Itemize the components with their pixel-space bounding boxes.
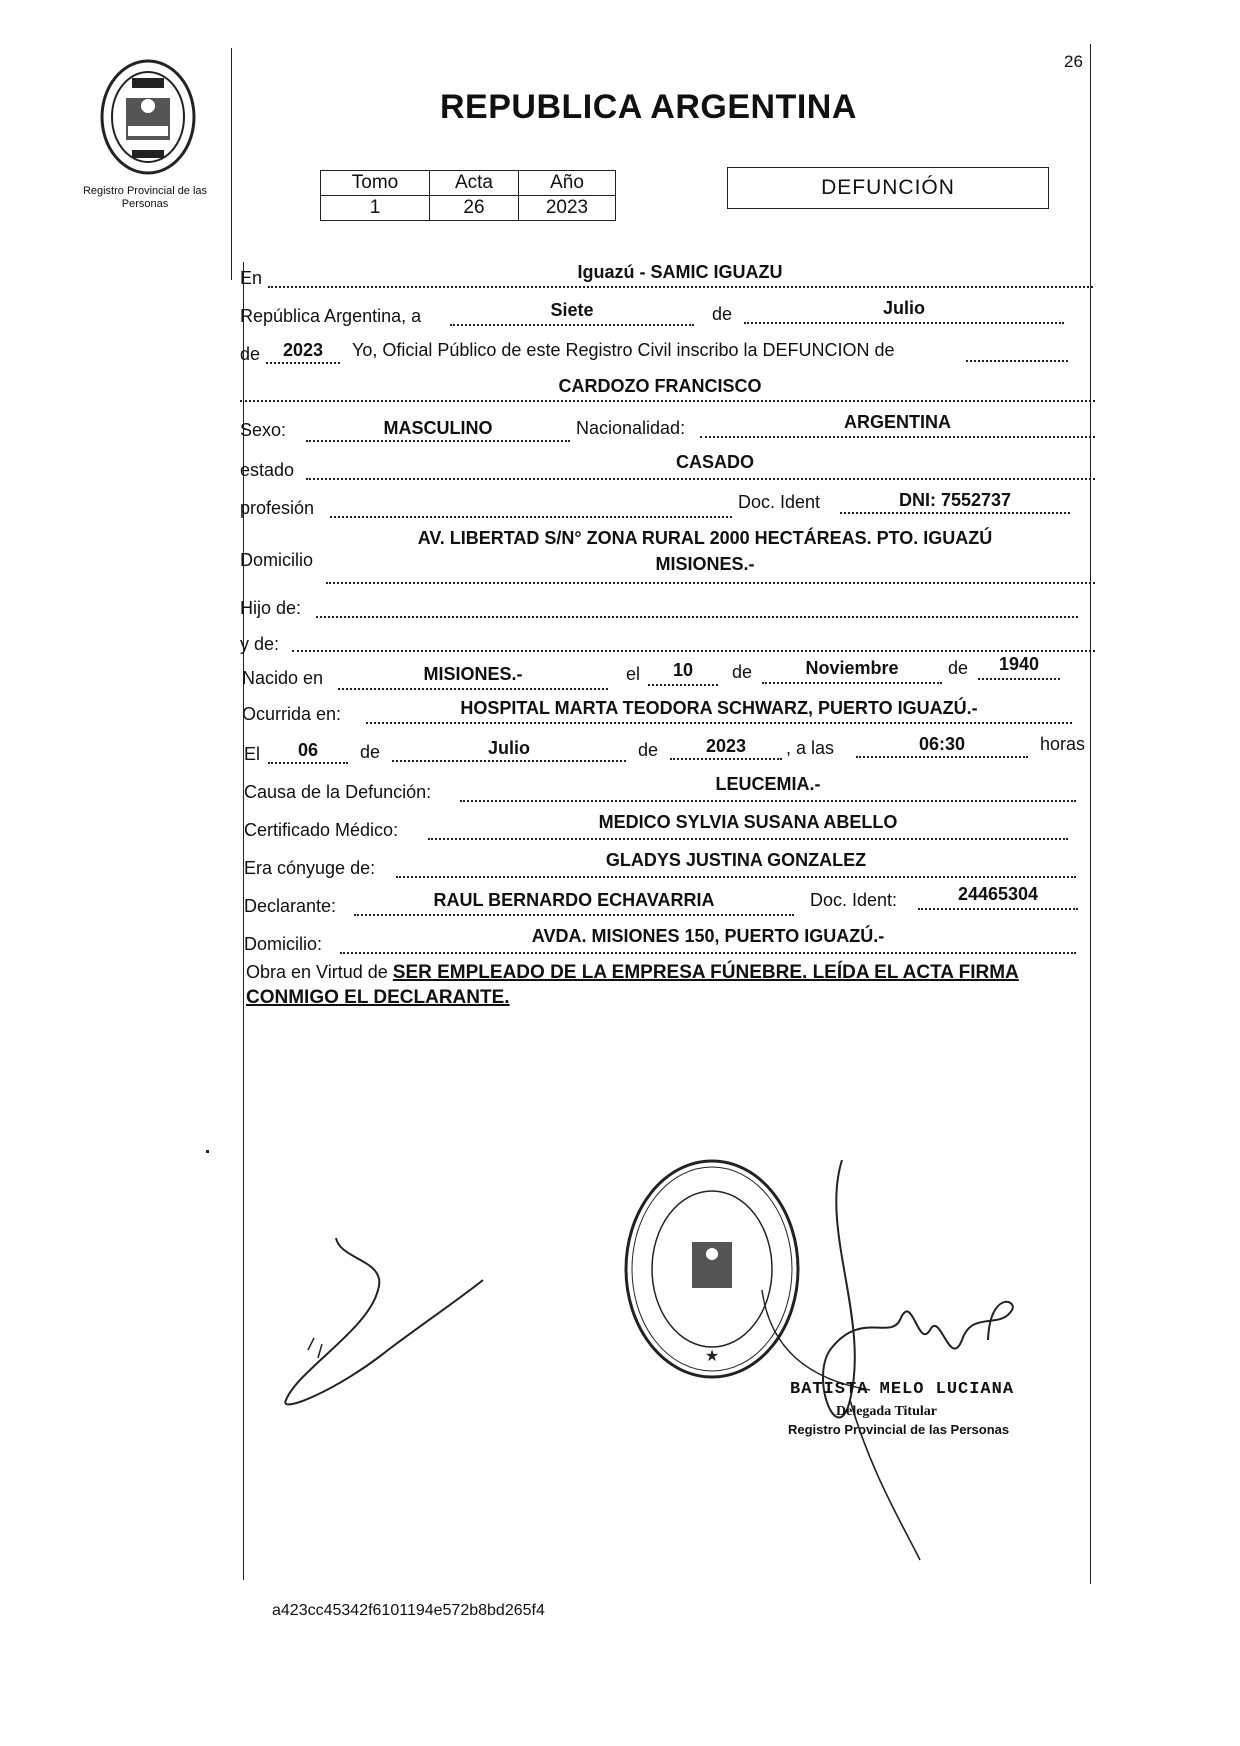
table-cell: 1 <box>321 196 430 221</box>
stray-mark <box>206 1150 209 1153</box>
field-line <box>330 516 732 518</box>
label-de: de <box>638 740 659 760</box>
field-nacionalidad: ARGENTINA <box>844 412 951 432</box>
field-mes: Julio <box>882 298 925 318</box>
page-number: 26 <box>1064 52 1083 71</box>
label-en: En <box>240 268 263 288</box>
label-sexo: Sexo: <box>240 420 287 440</box>
label-de: de <box>240 344 261 364</box>
field-obra-2: CONMIGO EL DECLARANTE. <box>246 987 510 1008</box>
field-line <box>840 512 1070 514</box>
field-line <box>648 684 718 686</box>
field-line <box>978 678 1060 680</box>
field-line <box>460 800 1076 802</box>
field-line <box>856 756 1028 758</box>
reference-table <box>320 170 616 221</box>
label-nacionalidad: Nacionalidad: <box>576 418 686 438</box>
field-declarante: RAUL BERNARDO ECHAVARRIA <box>433 890 715 910</box>
field-estado: CASADO <box>675 452 754 472</box>
field-line <box>700 436 1095 438</box>
field-line <box>354 914 794 916</box>
field-line <box>392 760 626 762</box>
table-cell: 26 <box>430 196 519 221</box>
document-hash: a423cc45342f6101194e572b8bd265f4 <box>272 1602 545 1619</box>
label-doc-ident: Doc. Ident <box>738 492 821 512</box>
official-signature <box>750 1140 1040 1570</box>
label-republica: República Argentina, a <box>240 306 422 326</box>
field-anio: 2023 <box>282 340 324 360</box>
field-causa: LEUCEMIA.- <box>715 774 821 794</box>
right-margin-line <box>1090 44 1091 1584</box>
registry-name: Registro Provincial de las Personas <box>82 185 208 210</box>
field-nacido-lugar: MISIONES.- <box>423 664 523 684</box>
svg-text:★: ★ <box>704 1348 720 1365</box>
field-def-mes: Julio <box>487 738 530 758</box>
field-nombre: CARDOZO FRANCISCO <box>558 376 762 396</box>
field-line <box>366 722 1072 724</box>
table-header: Acta <box>430 171 519 196</box>
signer-name: BATISTA MELO LUCIANA <box>790 1380 1015 1399</box>
field-def-anio: 2023 <box>705 736 747 756</box>
field-line <box>306 478 1095 480</box>
label-de: de <box>948 658 969 678</box>
table-cell: 2023 <box>519 196 616 221</box>
field-dni: DNI: 7552737 <box>898 490 1012 510</box>
label-de: de <box>360 742 381 762</box>
provincial-seal-logo <box>98 58 198 176</box>
field-dia: Siete <box>550 300 594 320</box>
field-line <box>428 838 1068 840</box>
table-header: Tomo <box>321 171 430 196</box>
label-doc-ident: Doc. Ident: <box>810 890 898 910</box>
field-line <box>338 688 608 690</box>
signer-role: Delegada Titular <box>836 1404 937 1419</box>
left-margin-line <box>231 48 232 280</box>
field-certificado: MEDICO SYLVIA SUSANA ABELLO <box>598 812 898 832</box>
label-profesion: profesión <box>240 498 315 518</box>
field-line <box>240 400 1095 402</box>
field-line <box>762 682 942 684</box>
field-line <box>396 876 1076 878</box>
field-line <box>306 440 570 442</box>
label-estado: estado <box>240 460 295 480</box>
label-certificado: Certificado Médico: <box>244 820 399 840</box>
label-de: de <box>732 662 753 682</box>
field-def-dia: 06 <box>297 740 319 760</box>
label-domicilio: Domicilio: <box>244 934 323 954</box>
label-yo-oficial: Yo, Oficial Público de este Registro Civil inscribo la DEFUNCION de <box>352 340 895 360</box>
field-domicilio-2: MISIONES.- <box>655 554 755 574</box>
label-de: de <box>712 304 733 324</box>
label-obra: Obra en Virtud de <box>246 962 388 982</box>
label-causa: Causa de la Defunción: <box>244 782 432 802</box>
field-lugar: Iguazú - SAMIC IGUAZU <box>577 262 783 282</box>
field-def-hora: 06:30 <box>918 734 966 754</box>
field-declarante-domicilio: AVDA. MISIONES 150, PUERTO IGUAZÚ.- <box>531 926 885 946</box>
field-line <box>966 360 1068 362</box>
field-line <box>340 952 1076 954</box>
field-line <box>744 322 1064 324</box>
label-conyuge: Era cónyuge de: <box>244 858 376 878</box>
field-line <box>450 324 694 326</box>
label-el: El <box>244 744 261 764</box>
label-a-las: , a las <box>786 738 835 758</box>
table-header: Año <box>519 171 616 196</box>
field-line <box>918 908 1078 910</box>
field-sexo: MASCULINO <box>383 418 493 438</box>
field-nacido-dia: 10 <box>672 660 694 680</box>
field-nacido-anio: 1940 <box>998 654 1040 674</box>
label-hijo-de: Hijo de: <box>240 598 302 618</box>
label-el: el <box>626 664 641 684</box>
label-y-de: y de: <box>240 634 280 654</box>
obra-en-virtud <box>246 960 1106 1010</box>
field-line <box>268 762 348 764</box>
field-ocurrida-en: HOSPITAL MARTA TEODORA SCHWARZ, PUERTO IGUAZÚ.- <box>460 698 978 718</box>
field-line <box>670 758 782 760</box>
label-ocurrida-en: Ocurrida en: <box>242 704 342 724</box>
page-title: REPUBLICA ARGENTINA <box>440 88 857 126</box>
field-conyuge: GLADYS JUSTINA GONZALEZ <box>605 850 867 870</box>
field-line <box>316 616 1078 618</box>
document-type: DEFUNCIÓN <box>727 167 1049 209</box>
declarant-signature <box>278 1220 488 1410</box>
field-line <box>266 362 340 364</box>
field-obra-1: SER EMPLEADO DE LA EMPRESA FÚNEBRE. LEÍDA EL ACTA FIRMA <box>392 962 1019 983</box>
label-horas: horas <box>1040 734 1086 754</box>
label-nacido-en: Nacido en <box>242 668 324 688</box>
field-line <box>326 582 1095 584</box>
label-declarante: Declarante: <box>244 896 337 916</box>
field-declarante-doc: 24465304 <box>957 884 1039 904</box>
signer-office: Registro Provincial de las Personas <box>788 1422 1010 1437</box>
field-line <box>292 650 1095 652</box>
label-domicilio: Domicilio <box>240 550 314 570</box>
field-line <box>268 286 1093 288</box>
field-nacido-mes: Noviembre <box>805 658 899 678</box>
field-domicilio-1: AV. LIBERTAD S/N° ZONA RURAL 2000 HECTÁREAS. PTO. IGUAZÚ <box>417 528 993 548</box>
